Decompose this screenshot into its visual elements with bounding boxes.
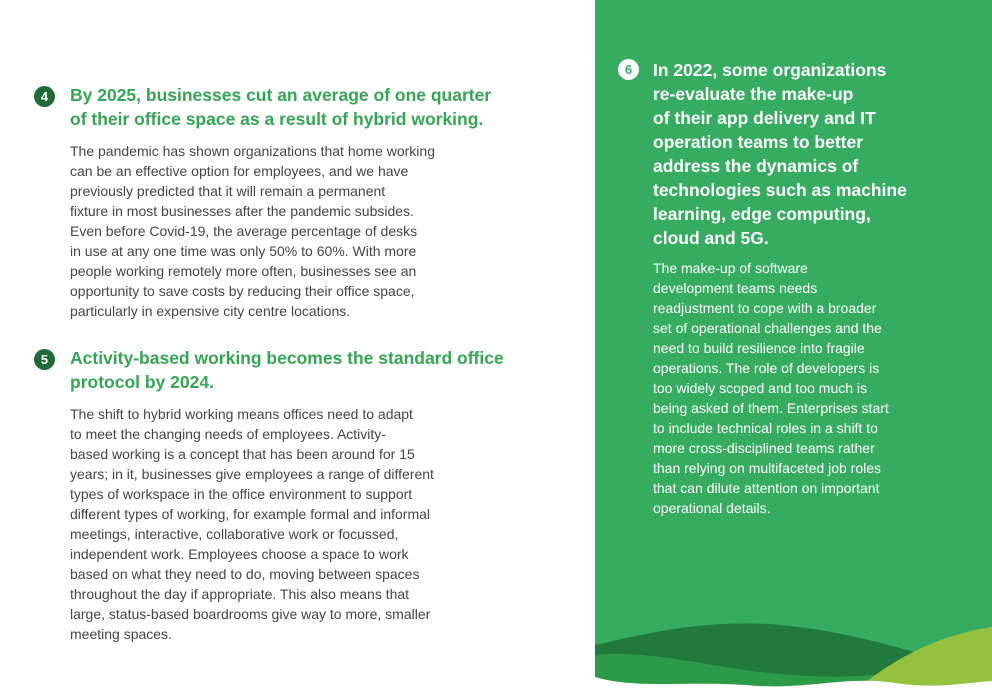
prediction-6-heading: In 2022, some organizations re-evaluate the make-up of their app delivery and IT operation teams to better address the dynamics of technologies such as machine learning, edge computing, cloud and 5G. [653,60,907,248]
number-badge-6: 6 [618,59,639,80]
prediction-4-heading: By 2025, businesses cut an average of one quarter of their office space as a result of hybrid working. [70,85,492,129]
green-sidebar-panel [595,0,992,699]
number-badge-4: 4 [34,86,55,107]
prediction-5 [34,346,504,644]
prediction-4-body: The pandemic has shown organizations that home working can be an effective option for employees, and we have previously predicted that it will remain a permanent fixture in most businesses after the pandemic subsides. Even before Covid-19, the average percentage of desks in use at any one time was only 50% to 60%. With more people working remotely more often, businesses see an opportunity to save costs by reducing their office space, particularly in expensive city centre locations. [70,143,435,319]
number-badge-5: 5 [34,349,55,370]
prediction-5-body: The shift to hybrid working means offices need to adapt to meet the changing needs of employees. Activity- based working is a concept that has been around for 15 years; in it, businesses give employees a range of different types of workspace in the office environment to support different types of working, for example formal and informal meetings, interactive, collaborative work or focussed, independent work. Employees choose a space to work based on what they need to do, moving between spaces throughout the day if appropriate. This also means that large, status-based boardrooms give way to more, smaller meeting spaces. [70,406,434,642]
prediction-6-body: The make-up of software development teams needs readjustment to cope with a broader set of operational challenges and the need to build resilience into fragile operations. The role of developers is too widely scoped and too much is being asked of them. Enterprises start to include technical roles in a shift to more cross-disciplined teams rather than relying on multifaceted job roles that can dilute attention on important operational details. [653,260,889,516]
left-column [34,0,504,699]
prediction-4 [34,83,504,321]
prediction-6 [618,58,963,518]
prediction-5-heading: Activity-based working becomes the standard office protocol by 2024. [70,348,504,392]
decorative-waves [595,619,992,699]
